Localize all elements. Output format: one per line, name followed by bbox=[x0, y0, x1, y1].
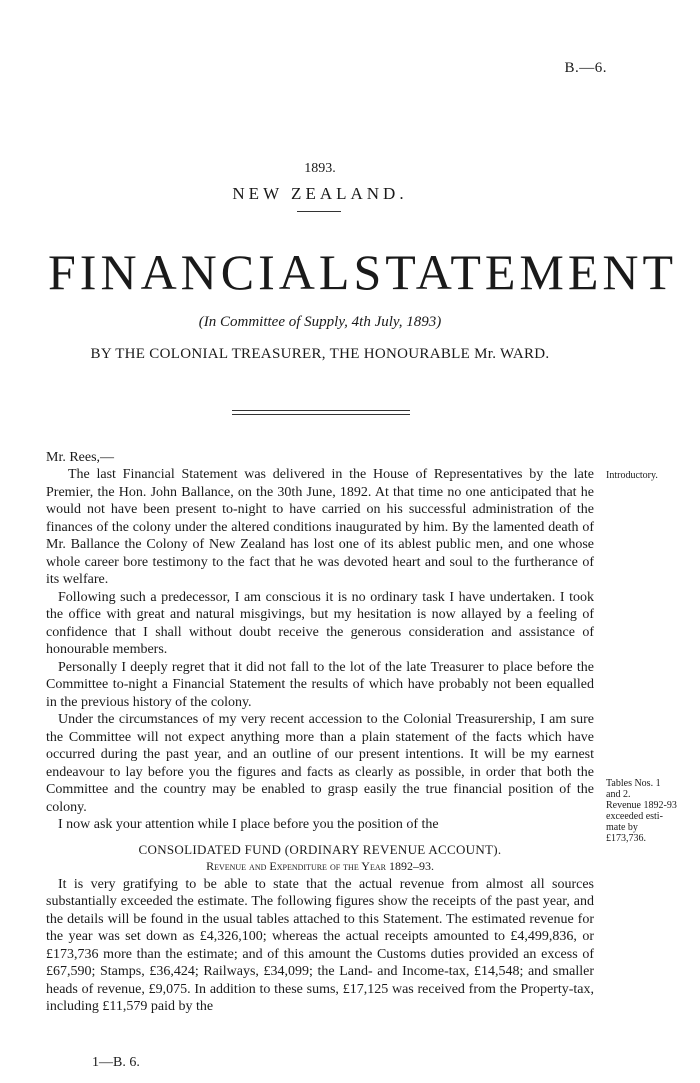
subtitle: (In Committee of Supply, 4th July, 1893) bbox=[198, 314, 442, 330]
paragraph: Under the circumstances of my very recent accession to the Colonial Treasurership, I am sure the Committee will not expect anything more than a plain statement of the facts which have occurred during the past year, and an outline of our present intentions. It will be my earnest endeavour to lay before you the figures and facts as clearly as possible, in order that both the Committee and the country may be enabled to grasp easily the true financial position of the colony. bbox=[46, 712, 594, 815]
margin-note-line: Revenue 1892-93 bbox=[606, 800, 677, 811]
paragraph: Following such a predecessor, I am conscious it is no ordinary task I have undertaken. I took the office with great and natural misgivings, but my hesitation is now allayed by a feeling of confidence that I shall without doubt receive the generous consideration and assistance of honourable members. bbox=[46, 589, 594, 657]
margin-note-line: £173,736. bbox=[606, 833, 646, 844]
paragraph: Personally I deeply regret that it did not fall to the lot of the late Treasurer to place before the Committee to-night a Financial Statement the results of which have probably not been equalled in the previous history of the colony. bbox=[46, 659, 594, 710]
short-divider bbox=[297, 211, 341, 212]
margin-note-line: exceeded esti- bbox=[606, 811, 663, 822]
title-word-2: STATEMENT bbox=[353, 244, 678, 300]
signature-mark: 1—B. 6. bbox=[92, 1055, 140, 1070]
paragraph: The last Financial Statement was delivered in the House of Representatives by the late Premier, the Hon. John Ballance, on the 30th June, 1892. At that time no one anticipated that he would not have been present to-night to have carried on his successful administration of the finances of the colony under the altered conditions inaugurated by him. By the lamented death of Mr. Ballance the Colony of New Zealand has lost one of its ablest public men, and one whose whole career bore testimony to the fact that he was devoted heart and soul to the furtherance of its welfare. bbox=[46, 467, 594, 587]
section-heading: CONSOLIDATED FUND (ORDINARY REVENUE ACCOUNT). bbox=[138, 841, 502, 857]
margin-note-introductory: Introductory. bbox=[606, 470, 658, 481]
margin-note-line: and 2. bbox=[606, 789, 631, 800]
margin-note-line: mate by bbox=[606, 822, 638, 833]
margin-note-line: Tables Nos. 1 bbox=[606, 778, 661, 789]
document-year: 1893. bbox=[304, 161, 336, 176]
section-subheading: Revenue and Expenditure of the Year 1892–93. bbox=[206, 859, 434, 873]
margin-note-tables bbox=[606, 778, 696, 844]
main-title bbox=[48, 243, 678, 301]
page-reference: B.—6. bbox=[564, 60, 607, 76]
salutation: Mr. Rees,— bbox=[46, 450, 115, 465]
byline: BY THE COLONIAL TREASURER, THE HONOURABLE Mr. WARD. bbox=[90, 346, 550, 362]
title-word-1: FINANCIAL bbox=[48, 244, 354, 300]
paragraph: I now ask your attention while I place before you the position of the bbox=[58, 817, 439, 832]
body-text bbox=[46, 466, 594, 1016]
country-heading: NEW ZEALAND. bbox=[232, 184, 408, 203]
double-divider bbox=[232, 410, 410, 415]
paragraph: It is very gratifying to be able to state that the actual revenue from almost all sources substantially exceeded the estimate. The following figures show the receipts of the past year, and the details will be found in the usual tables attached to this Statement. The estimated revenue for the year was set down as £4,326,100; whereas the actual receipts amounted to £4,499,836, or £173,736 more than the estimate; and of this amount the Customs duties provided an excess of £67,590; Stamps, £36,424; Railways, £34,099; the Land- and Income-tax, £14,548; and smaller heads of revenue, £9,075. In addition to these sums, £17,125 was received from the Property-tax, including £11,579 paid by the bbox=[46, 876, 594, 1014]
